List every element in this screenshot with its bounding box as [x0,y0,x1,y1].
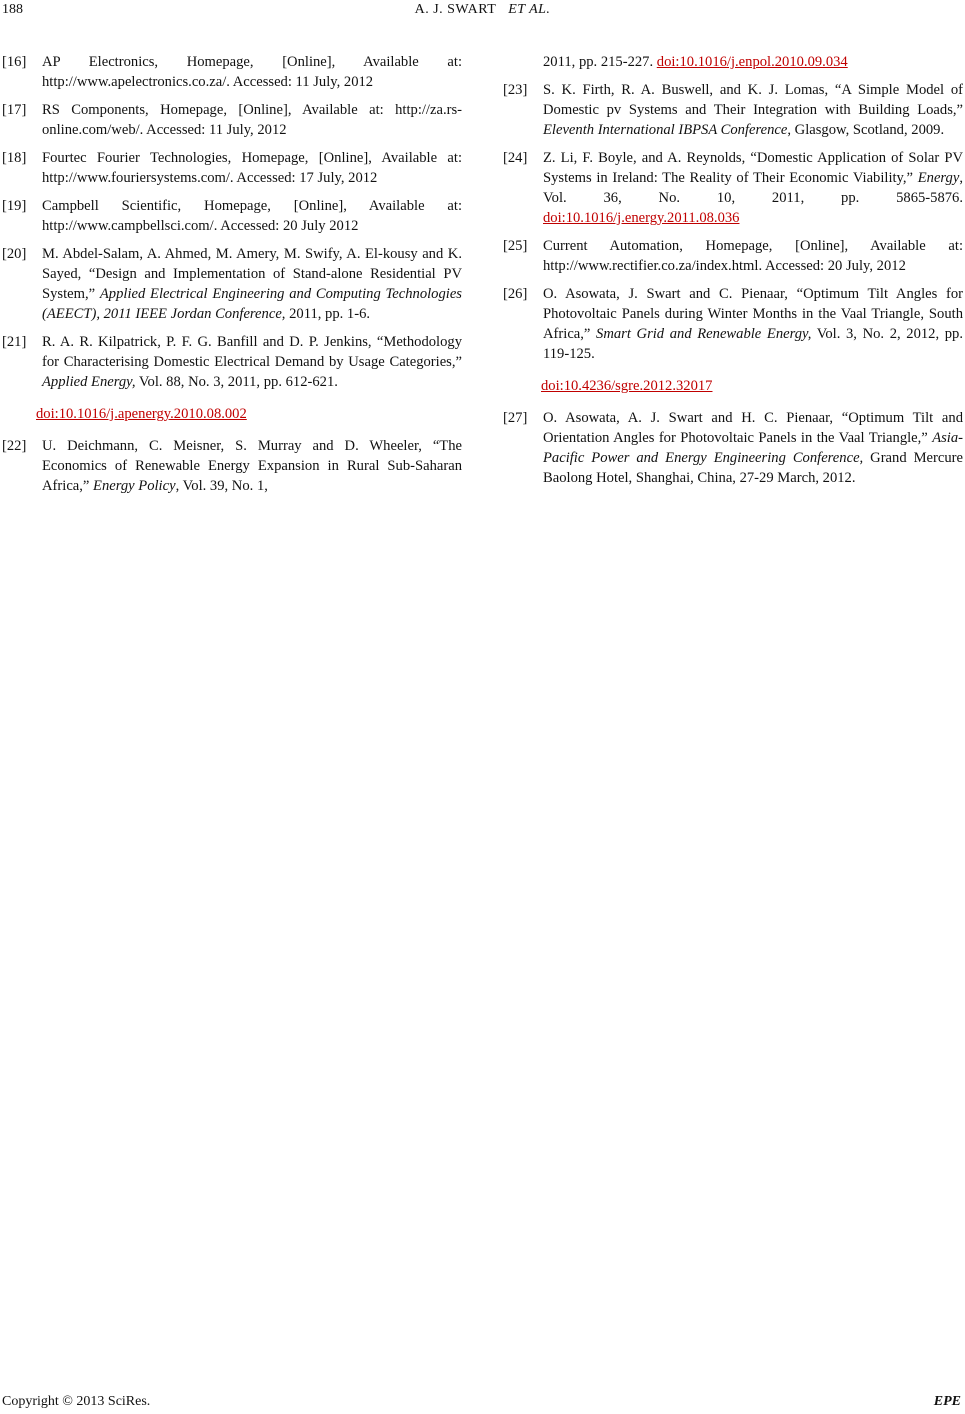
reference-number: [16] [2,54,27,70]
doi-link[interactable]: doi:10.4236/sgre.2012.32017 [541,378,713,394]
reference-text: Current Automation, Homepage, [Online], Available at: http://www.rectifier.co.za/index.html. Accessed: 20 July, 2012 [543,238,963,274]
reference-22-continued [503,52,963,72]
reference-text: U. Deichmann, C. Meisner, S. Murray and D. Wheeler, “The Economics of Renewable Energy Expansion in Rural Sub-Saharan Africa,” [42,438,462,494]
reference-number: [21] [2,334,27,350]
right-column [503,52,963,496]
reference-number: [17] [2,102,27,118]
reference-details: Vol. 3, No. 2, 2012, pp. 119-125. [543,326,963,362]
left-column [2,52,462,504]
reference-number: [18] [2,150,27,166]
reference-text: O. Asowata, A. J. Swart and H. C. Pienaar, “Optimum Tilt and Orientation Angles for Photovoltaic Panels in the Vaal Triangle,” [543,410,963,446]
reference-source: Asia-Pacific Power and Energy Engineering Conference, [543,430,963,466]
reference-details: Grand Mercure Baolong Hotel, Shanghai, China, 27-29 March, 2012. [543,450,963,486]
page-number: 188 [2,2,23,17]
reference-17 [2,100,462,140]
reference-details: 2011, pp. 215-227. [543,54,657,70]
reference-text: RS Components, Homepage, [Online], Available at: http://za.rs-online.com/web/. Accessed: 11 July, 2012 [42,102,462,138]
reference-source: Energy [917,170,960,186]
reference-details: 2011, pp. 1-6. [285,306,371,322]
reference-source: Energy Policy [93,478,176,494]
reference-number: [22] [2,438,27,454]
reference-text: R. A. R. Kilpatrick, P. F. G. Banfill and D. P. Jenkins, “Methodology for Characterising Domestic Electrical Demand by Usage Categories,” [42,334,462,370]
doi-link[interactable]: doi:10.1016/j.energy.2011.08.036 [543,210,740,226]
reference-text: O. Asowata, J. Swart and C. Pienaar, “Optimum Tilt Angles for Photovoltaic Panels during Winter Months in the Vaal Triangle, South Africa,” [543,286,963,342]
reference-18 [2,148,462,188]
reference-number: [19] [2,198,27,214]
reference-16 [2,52,462,92]
reference-text: AP Electronics, Homepage, [Online], Available at: http://www.apelectronics.co.za/. Accessed: 11 July, 2012 [42,54,462,90]
reference-text: M. Abdel-Salam, A. Ahmed, M. Amery, M. Swify, A. El-kousy and K. Sayed, “Design and Implementation of Stand-alone Residential PV System,” [42,246,462,302]
reference-source: Eleventh International IBPSA Conference [543,122,788,138]
reference-number: [25] [503,238,528,254]
reference-text: Campbell Scientific, Homepage, [Online], Available at: http://www.campbellsci.com/. Accessed: 20 July 2012 [42,198,462,234]
reference-26 [503,284,963,364]
reference-20 [2,244,462,324]
reference-details: Vol. 88, No. 3, 2011, pp. 612-621. [135,374,338,390]
reference-text: Fourtec Fourier Technologies, Homepage, [Online], Available at: http://www.fouriersystems.com/. Accessed: 17 July, 2012 [42,150,462,186]
reference-21 [2,332,462,392]
reference-text: Z. Li, F. Boyle, and A. Reynolds, “Domestic Application of Solar PV Systems in Ireland: The Reality of Their Economic Viability,” [543,150,963,186]
reference-24 [503,148,963,228]
doi-link[interactable]: doi:10.1016/j.apenergy.2010.08.002 [36,406,247,422]
reference-text: S. K. Firth, R. A. Buswell, and K. J. Lomas, “A Simple Model of Domestic pv Systems and Their Integration with Building Loads,” [543,82,963,118]
reference-number: [23] [503,82,528,98]
running-head [0,2,965,18]
reference-source: Smart Grid and Renewable Energy, [596,326,812,342]
reference-27 [503,408,963,488]
reference-number: [24] [503,150,528,166]
reference-number: [27] [503,410,528,426]
reference-22 [2,436,462,496]
reference-details: , Vol. 36, No. 10, 2011, pp. 5865-5876. [543,170,963,206]
journal-abbreviation: EPE [933,1394,961,1409]
reference-number: [26] [503,286,528,302]
reference-source: Applied Electrical Engineering and Computing Technologies (AEECT), 2011 IEEE Jordan Conference, [42,286,462,322]
doi-line [36,404,462,424]
running-head-authors: A. J. SWART [414,2,497,17]
reference-source: Applied Energy, [42,374,136,390]
reference-details: , Glasgow, Scotland, 2009. [787,122,945,138]
reference-details: , Vol. 39, No. 1, [175,478,268,494]
copyright-notice: Copyright © 2013 SciRes. [2,1394,151,1409]
reference-23 [503,80,963,140]
doi-line [541,376,963,396]
doi-link[interactable]: doi:10.1016/j.enpol.2010.09.034 [656,54,848,70]
reference-25 [503,236,963,276]
reference-number: [20] [2,246,27,262]
reference-19 [2,196,462,236]
running-head-etal: ET AL. [508,2,551,17]
